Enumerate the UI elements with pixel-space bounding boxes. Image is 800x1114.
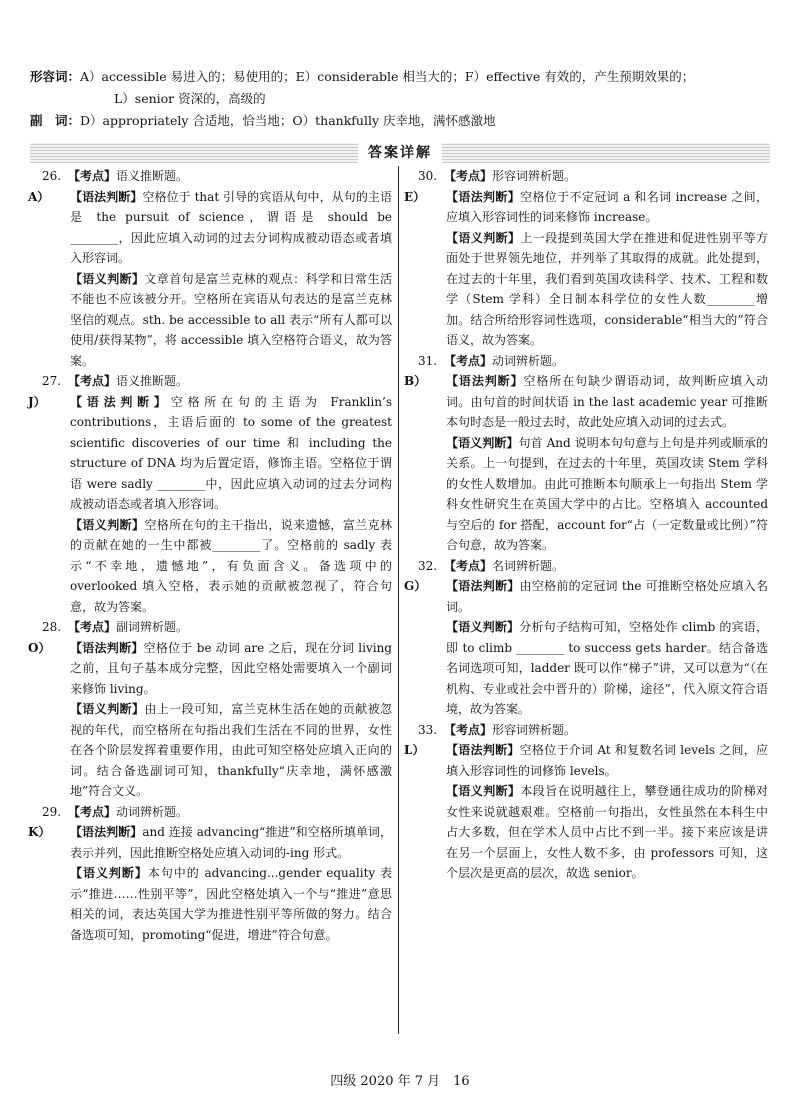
semantic-explanation: 上一段提到英国大学在推进和促进性别平等方面处于世界领先地位，并列举了其取得的成就。此处提到，在过去的十年里，我们看到英国攻读科学、技术、工程和数学（Stem 学科）全日制本科学位的女性人数________增加。结合所给形容词性选项，considerable“相当大的”符合语义，故为答案。: [446, 230, 768, 347]
semantic-explanation: 本句中的 advancing...gender equality 表示“推进……性别平等”，因此空格处填入一个与“推进”意思相关的词，表达英国大学为推进性别平等所做的努力。结合备选项可知，promoting“促进，增进”符合句意。: [70, 866, 392, 942]
answer-option: O）: [28, 640, 51, 655]
question-30: [404, 166, 768, 351]
answer-option: E）: [404, 189, 426, 204]
kaodian-tag: 【考点】: [68, 620, 117, 634]
page-footer: 四级 2020 年 7 月 16: [330, 1074, 470, 1089]
section-banner: [30, 143, 770, 163]
question-number: 30.: [418, 169, 438, 183]
question-27: [28, 371, 392, 617]
grammar-explanation: 空格位于不定冠词 a 和名词 increase 之间，应填入形容词性的词来修饰 increase。: [446, 189, 768, 224]
question-type: 语义推断题。: [116, 374, 189, 388]
grammar-tag: 【语法判断】: [446, 743, 520, 757]
grammar-tag: 【语法判断】: [70, 189, 143, 204]
answer-option: L）: [404, 743, 425, 757]
semantic-explanation: 句首 And 说明本句句意与上句是并列或顺承的关系。上一句提到，在过去的十年里，英国攻读 Stem 学科的女性人数增加。由此可推断本句顺承上一句指出 Stem 学科女性研究生在英国大学中的占比。空格填入 accounted 与空后的 for 搭配，account for“占（一定数量或比例）”符合句意，故为答案。: [446, 435, 768, 552]
vocab-adverb-row: [30, 110, 780, 132]
semantic-tag: 【语义判断】: [446, 435, 519, 450]
question-number: 33.: [418, 722, 438, 737]
answer-option: A）: [28, 189, 50, 204]
grammar-tag: 【语法判断】: [70, 825, 143, 839]
grammar-explanation: 空格位于介词 At 和复数名词 levels 之间，应填入形容词性的词修饰 levels。: [446, 743, 768, 778]
kaodian-tag: 【考点】: [68, 804, 117, 819]
question-28: [28, 617, 392, 802]
answer-option: G）: [404, 579, 427, 593]
question-type: 形容词辨析题。: [492, 169, 577, 183]
kaodian-tag: 【考点】: [444, 169, 493, 183]
question-31: [404, 351, 768, 556]
question-number: 26.: [42, 169, 62, 183]
question-29: [28, 802, 392, 946]
question-type: 语义推断题。: [116, 169, 189, 183]
grammar-tag: 【语法判断】: [70, 640, 144, 655]
question-26: [28, 166, 392, 371]
right-column: [404, 166, 768, 884]
answer-option: B）: [404, 374, 427, 388]
grammar-tag: 【语法判断】: [70, 394, 171, 409]
kaodian-tag: 【考点】: [444, 558, 493, 573]
semantic-tag: 【语义判断】: [446, 230, 521, 245]
semantic-tag: 【语义判断】: [446, 784, 521, 798]
question-type: 动词辨析题。: [492, 353, 565, 368]
grammar-explanation: 空格所在句缺少谓语动词，故判断应填入动词。由句首的时间状语 in the last academic year 可推断本句时态是一般过去时，故此处应填入动词的过去式。: [446, 374, 768, 429]
section-title: 答案详解: [358, 143, 442, 163]
grammar-explanation: 由空格前的定冠词 the 可推断空格处应填入名词。: [446, 579, 768, 614]
question-number: 28.: [42, 620, 62, 634]
kaodian-tag: 【考点】: [68, 169, 117, 183]
grammar-explanation: 空格位于 be 动词 are 之后，现在分词 living 之前，且句子基本成分完整，因此空格处需要填入一个副词来修饰 living。: [70, 640, 392, 696]
question-type: 动词辨析题。: [116, 804, 189, 819]
answer-option: K）: [28, 825, 51, 839]
vocab-adjective-row: [30, 66, 780, 88]
column-divider: [398, 166, 399, 1034]
grammar-tag: 【语法判断】: [446, 189, 521, 204]
grammar-explanation: and 连接 advancing“推进”和空格所填单词，表示并列，因此推断空格处应填入动词的-ing 形式。: [70, 825, 392, 860]
question-number: 31.: [418, 353, 438, 368]
kaodian-tag: 【考点】: [68, 374, 117, 388]
question-type: 名词辨析题。: [492, 558, 565, 573]
semantic-explanation: 文章首句是富兰克林的观点：科学和日常生活不能也不应该被分开。空格所在宾语从句表达的是富兰克林坚信的观点。sth. be accessible to all 表示“所有人都可以使用/获得某物”，将 accessible 填入空格符合语义，故为答案。: [70, 271, 392, 368]
semantic-explanation: 空格所在句的主干指出，说来遗憾，富兰克林的贡献在她的一生中都被________了。空格前的 sadly 表示“不幸地，遗憾地”，有负面含义。备选项中的 overlooked 填入空格，表示她的贡献被忽视了，符合句意，故为答案。: [70, 517, 392, 614]
kaodian-tag: 【考点】: [444, 722, 493, 737]
semantic-explanation: 本段旨在说明越往上，攀登通往成功的阶梯对女性来说就越艰难。空格前一句指出，女性虽然在本科生中占大多数，但在学术人员中占比不到一半。接下来应该是讲在另一个层面上，女性人数不多，由 professors 可知，这个层次是更高的层次，故选 senior。: [446, 784, 768, 880]
semantic-explanation: 由上一段可知，富兰克林生活在她的贡献被忽视的年代，而空格所在句指出我们生活在不同的世界，女性在各个阶层发挥着重要作用，由此可知空格处应填入正向的词。结合备选副词可知，thankfully“庆幸地，满怀感激地”符合文义。: [70, 702, 392, 798]
semantic-tag: 【语义判断】: [70, 271, 145, 286]
vocab-adjective-label: 形容词：: [30, 69, 81, 84]
vocabulary-section: [30, 66, 780, 132]
semantic-tag: 【语义判断】: [446, 620, 520, 634]
vocab-adverb-text: D）appropriately 合适地，恰当地；O）thankfully 庆幸地，满怀感激地: [80, 113, 496, 128]
grammar-explanation: 空格位于 that 引导的宾语从句中，从句的主语是 the pursuit of science，谓语是 should be ________，因此应填入动词的过去分词构成被动语态或者填入形容词。: [70, 189, 392, 265]
semantic-tag: 【语义判断】: [70, 517, 145, 532]
left-column: [28, 166, 392, 945]
answer-option: J）: [28, 394, 46, 409]
vocab-adverb-label: 副 词：: [30, 113, 81, 128]
kaodian-tag: 【考点】: [444, 353, 493, 368]
grammar-tag: 【语法判断】: [446, 374, 524, 388]
vocab-adjective-continuation: L）senior 资深的，高级的: [114, 91, 266, 106]
vocab-adjective-text: A）accessible 易进入的；易使用的；E）considerable 相当大的；F）effective 有效的，产生预期效果的；: [80, 69, 695, 84]
semantic-tag: 【语义判断】: [70, 866, 148, 880]
semantic-tag: 【语义判断】: [70, 702, 145, 716]
question-number: 32.: [418, 558, 438, 573]
question-type: 副词辨析题。: [116, 620, 189, 634]
grammar-explanation: 空格所在句的主语为 Franklin’s contributions，主语后面的 to some of the greatest scientific discoveries of our time 和 including the structure of DNA 均为后置定语，修饰主语。空格位于谓语 were sadly ________中，因此应填入动词的过去分词构成被动语态或者填入形容词。: [70, 394, 392, 511]
semantic-explanation: 分析句子结构可知，空格处作 climb 的宾语，即 to climb ________ to success gets harder。结合备选名词选项可知，ladder 既可以作“梯子”讲，又可以意为“（在机构、专业或社会中晋升的）阶梯，途径”，代入原文符合语境，故为答案。: [446, 620, 768, 716]
question-number: 29.: [42, 804, 62, 819]
grammar-tag: 【语法判断】: [446, 579, 520, 593]
question-32: [404, 556, 768, 720]
question-number: 27.: [42, 374, 62, 388]
question-type: 形容词辨析题。: [492, 722, 577, 737]
question-33: [404, 720, 768, 884]
